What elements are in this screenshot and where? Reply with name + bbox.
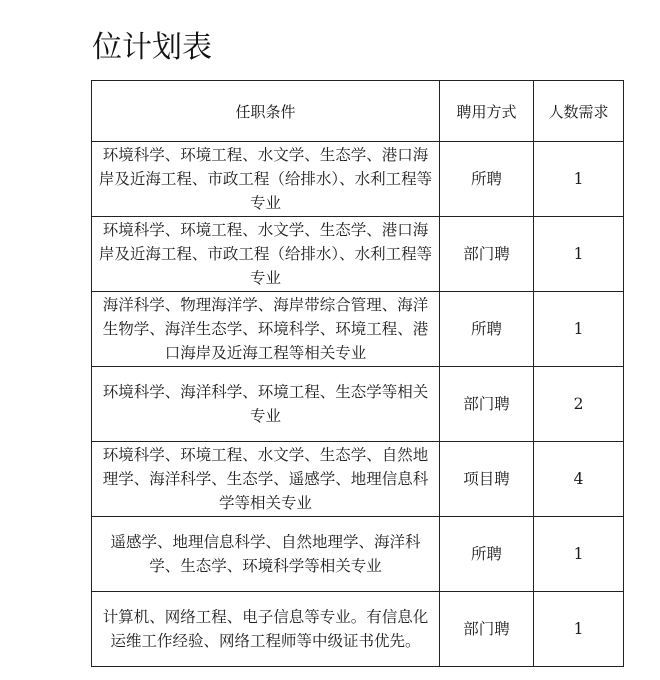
table-row bbox=[92, 367, 624, 442]
hiring-method-cell: 所聘 bbox=[440, 142, 534, 217]
hiring-method-cell: 部门聘 bbox=[440, 217, 534, 292]
table-row bbox=[92, 442, 624, 517]
headcount-cell: 1 bbox=[534, 142, 624, 217]
table-header-row bbox=[92, 81, 624, 142]
conditions-text: 环境科学、环境工程、水文学、生态学、港口海岸及近海工程、市政工程（给排水）、水利工程等专业 bbox=[98, 221, 433, 287]
headcount-cell: 1 bbox=[534, 517, 624, 592]
conditions-text: 遥感学、地理信息科学、自然地理学、海洋科学、生态学、环境科学等相关专业 bbox=[110, 533, 421, 575]
position-plan-table bbox=[91, 80, 624, 667]
conditions-text: 环境科学、海洋科学、环境工程、生态学等相关专业 bbox=[102, 383, 429, 425]
table-row bbox=[92, 142, 624, 217]
table-row bbox=[92, 517, 624, 592]
conditions-text: 环境科学、环境工程、水文学、生态学、港口海岸及近海工程、市政工程（给排水）、水利工程等专业 bbox=[98, 146, 433, 212]
conditions-cell bbox=[92, 217, 440, 292]
table-row bbox=[92, 217, 624, 292]
conditions-text: 计算机、网络工程、电子信息等专业。有信息化运维工作经验、网络工程师等中级证书优先。 bbox=[102, 608, 429, 650]
hiring-method-cell: 所聘 bbox=[440, 517, 534, 592]
conditions-text: 海洋科学、物理海洋学、海岸带综合管理、海洋生物学、海洋生态学、环境科学、环境工程、港口海岸及近海工程等相关专业 bbox=[102, 296, 429, 362]
conditions-cell bbox=[92, 367, 440, 442]
table-row bbox=[92, 592, 624, 667]
conditions-cell bbox=[92, 292, 440, 367]
headcount-cell: 1 bbox=[534, 292, 624, 367]
conditions-text: 环境科学、环境工程、水文学、生态学、自然地理学、海洋科学、生态学、遥感学、地理信息科学等相关专业 bbox=[102, 446, 429, 512]
header-conditions: 任职条件 bbox=[92, 81, 440, 142]
header-hiring-method: 聘用方式 bbox=[440, 81, 534, 142]
header-headcount: 人数需求 bbox=[534, 81, 624, 142]
headcount-cell: 2 bbox=[534, 367, 624, 442]
hiring-method-cell: 部门聘 bbox=[440, 367, 534, 442]
headcount-cell: 4 bbox=[534, 442, 624, 517]
headcount-cell: 1 bbox=[534, 592, 624, 667]
table-row bbox=[92, 292, 624, 367]
conditions-cell bbox=[92, 592, 440, 667]
hiring-method-cell: 部门聘 bbox=[440, 592, 534, 667]
conditions-cell bbox=[92, 142, 440, 217]
page-title: 位计划表 bbox=[92, 30, 212, 65]
conditions-cell bbox=[92, 517, 440, 592]
headcount-cell: 1 bbox=[534, 217, 624, 292]
hiring-method-cell: 项目聘 bbox=[440, 442, 534, 517]
conditions-cell bbox=[92, 442, 440, 517]
hiring-method-cell: 所聘 bbox=[440, 292, 534, 367]
